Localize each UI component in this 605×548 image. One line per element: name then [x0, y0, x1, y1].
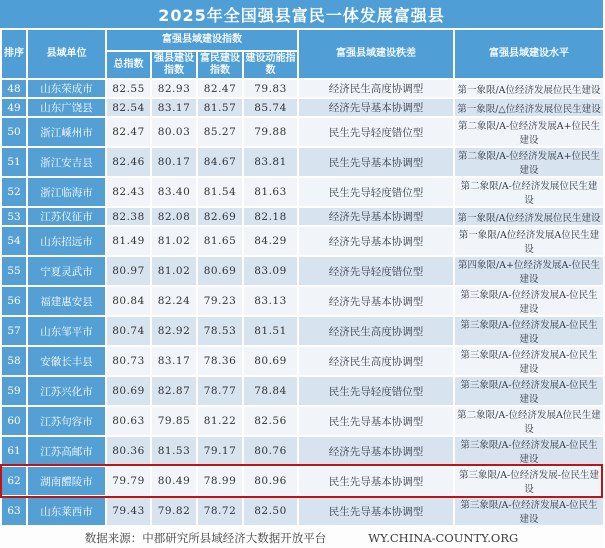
county-cell: 山东广饶县: [27, 98, 106, 117]
page-title: 2025年全国强县富民一体发展富强县: [0, 0, 603, 28]
rank-cell: 51: [1, 147, 27, 177]
table-row: [1, 496, 604, 526]
order-diff-cell: 经济先导基本协调型: [298, 207, 454, 226]
county-cell: 江苏仪征市: [27, 207, 106, 226]
level-cell: 第一象限/A位经济发展位民生建设: [454, 207, 604, 226]
rich-cell: 79.17: [197, 436, 243, 466]
table-row: [1, 147, 604, 177]
rich-cell: 82.69: [197, 207, 243, 226]
strong-cell: 82.24: [151, 286, 197, 316]
rank-cell: 49: [1, 98, 27, 117]
header-level: 富强县域建设水平: [454, 29, 604, 79]
level-cell: 第四象限/A+位经济发展A-位民生建设: [454, 256, 604, 286]
county-cell: 江苏兴化市: [27, 376, 106, 406]
rank-cell: 62: [1, 466, 27, 496]
level-cell: 第三象限/A-位经济发展A-位民生建设: [454, 316, 604, 346]
momentum-cell: 81.63: [243, 177, 298, 207]
header-index-group: 富强县域建设指数: [106, 29, 298, 51]
total-cell: 80.84: [106, 286, 151, 316]
header-rich-index: 富民建设指数: [197, 51, 243, 79]
strong-cell: 80.03: [151, 117, 197, 147]
footer: [0, 527, 603, 548]
county-cell: 江苏句容市: [27, 406, 106, 436]
level-cell: 第三象限/A-位经济发展A-位民生建设: [454, 286, 604, 316]
strong-cell: 82.93: [151, 79, 197, 98]
rich-cell: 78.72: [197, 496, 243, 526]
rank-cell: 56: [1, 286, 27, 316]
level-cell: 第一象限/△位经济发展位民生建设: [454, 98, 604, 117]
strong-cell: 81.53: [151, 436, 197, 466]
table-row: [1, 256, 604, 286]
county-cell: 浙江临海市: [27, 177, 106, 207]
rich-cell: 84.67: [197, 147, 243, 177]
order-diff-cell: 经济先导基本协调型: [298, 436, 454, 466]
table-body: [1, 79, 604, 526]
table-row: [1, 346, 604, 376]
rich-cell: 78.36: [197, 346, 243, 376]
total-cell: 82.55: [106, 79, 151, 98]
header-total-index: 总指数: [106, 51, 151, 79]
county-cell: 浙江安吉县: [27, 147, 106, 177]
level-cell: 第三象限/A-位经济发展A-位民生建设: [454, 346, 604, 376]
table-row: [1, 207, 604, 226]
order-diff-cell: 民生先导基本协调型: [298, 466, 454, 496]
momentum-cell: 80.76: [243, 436, 298, 466]
rank-cell: 52: [1, 177, 27, 207]
county-cell: 山东荣成市: [27, 79, 106, 98]
order-diff-cell: 民生先导基本协调型: [298, 147, 454, 177]
momentum-cell: 80.96: [243, 466, 298, 496]
rich-cell: 81.57: [197, 98, 243, 117]
order-diff-cell: 民生先导基本协调型: [298, 406, 454, 436]
rich-cell: 81.22: [197, 406, 243, 436]
header-order-diff: 富强县域建设秩差: [298, 29, 454, 79]
order-diff-cell: 民生先导轻度错位型: [298, 376, 454, 406]
table-header: [1, 29, 604, 79]
momentum-cell: 79.88: [243, 117, 298, 147]
rank-cell: 57: [1, 316, 27, 346]
county-cell: 福建惠安县: [27, 286, 106, 316]
total-cell: 80.69: [106, 376, 151, 406]
strong-cell: 83.40: [151, 177, 197, 207]
order-diff-cell: 经济先导轻度错位型: [298, 256, 454, 286]
level-cell: 第一象限/A位经济发展位民生建设: [454, 79, 604, 98]
total-cell: 79.43: [106, 496, 151, 526]
rich-cell: 82.47: [197, 79, 243, 98]
header-momentum-index: 建设动能指数: [243, 51, 298, 79]
total-cell: 81.49: [106, 226, 151, 256]
strong-cell: 81.02: [151, 226, 197, 256]
rank-cell: 55: [1, 256, 27, 286]
rich-cell: 81.54: [197, 177, 243, 207]
level-cell: 第二象限/A-位经济发展位民生建设: [454, 177, 604, 207]
rank-cell: 50: [1, 117, 27, 147]
level-cell: 第三象限/A-位经济发展A-位民生建设: [454, 376, 604, 406]
rich-cell: 79.23: [197, 286, 243, 316]
momentum-cell: 83.13: [243, 286, 298, 316]
order-diff-cell: 民生先导轻度错位型: [298, 177, 454, 207]
total-cell: 82.47: [106, 117, 151, 147]
total-cell: 79.79: [106, 466, 151, 496]
county-cell: 宁夏灵武市: [27, 256, 106, 286]
rich-cell: 78.53: [197, 316, 243, 346]
momentum-cell: 82.50: [243, 496, 298, 526]
total-cell: 82.43: [106, 177, 151, 207]
table-row: [1, 117, 604, 147]
total-cell: 80.74: [106, 316, 151, 346]
strong-cell: 82.87: [151, 376, 197, 406]
table-row: [1, 286, 604, 316]
county-cell: 安徽长丰县: [27, 346, 106, 376]
level-cell: 第三象限/A-位经济发展-位民生建设: [454, 466, 604, 496]
strong-cell: 79.82: [151, 496, 197, 526]
data-source-text: 数据来源：中郡研究所县域经济大数据开放平台: [84, 530, 327, 545]
strong-cell: 80.17: [151, 147, 197, 177]
website-text: WY.CHINA-COUNTY.ORG: [368, 530, 519, 545]
county-cell: 山东莱西市: [27, 496, 106, 526]
order-diff-cell: 经济先导基本协调型: [298, 226, 454, 256]
total-cell: 80.36: [106, 436, 151, 466]
level-cell: 第三象限/A-位经济发展A-位民生建设: [454, 496, 604, 526]
rich-cell: 78.77: [197, 376, 243, 406]
table-row: [1, 177, 604, 207]
momentum-cell: 84.29: [243, 226, 298, 256]
rich-cell: 78.99: [197, 466, 243, 496]
momentum-cell: 83.81: [243, 147, 298, 177]
total-cell: 80.97: [106, 256, 151, 286]
strong-cell: 79.85: [151, 406, 197, 436]
ranking-table: [0, 28, 605, 527]
order-diff-cell: 经济民生高度协调型: [298, 79, 454, 98]
county-cell: 山东邹平市: [27, 316, 106, 346]
momentum-cell: 83.09: [243, 256, 298, 286]
header-strong-index: 强县建设指数: [151, 51, 197, 79]
strong-cell: 81.02: [151, 256, 197, 286]
momentum-cell: 79.83: [243, 79, 298, 98]
header-county: 县域单位: [27, 29, 106, 79]
rank-cell: 48: [1, 79, 27, 98]
table-row: [1, 436, 604, 466]
rank-cell: 61: [1, 436, 27, 466]
momentum-cell: 85.74: [243, 98, 298, 117]
order-diff-cell: 民生先导轻度错位型: [298, 117, 454, 147]
momentum-cell: 81.51: [243, 316, 298, 346]
rank-cell: 59: [1, 376, 27, 406]
table-row: [1, 376, 604, 406]
order-diff-cell: 民生先导基本协调型: [298, 496, 454, 526]
county-cell: 山东招远市: [27, 226, 106, 256]
rank-cell: 58: [1, 346, 27, 376]
strong-cell: 82.08: [151, 207, 197, 226]
table-row: [1, 98, 604, 117]
strong-cell: 83.17: [151, 346, 197, 376]
order-diff-cell: 经济先导基本协调型: [298, 98, 454, 117]
table-row: [1, 406, 604, 436]
total-cell: 80.63: [106, 406, 151, 436]
level-cell: 第三象限/A-位经济发展A-位民生建设: [454, 436, 604, 466]
momentum-cell: 82.18: [243, 207, 298, 226]
total-cell: 82.54: [106, 98, 151, 117]
level-cell: 第二象限/A-位经济发展A+位民生建设: [454, 147, 604, 177]
level-cell: 第二象限/A-位经济发展A位民生建设: [454, 406, 604, 436]
order-diff-cell: 经济先导基本协调型: [298, 286, 454, 316]
county-cell: 江苏高邮市: [27, 436, 106, 466]
strong-cell: 80.49: [151, 466, 197, 496]
order-diff-cell: 经济民生高度协调型: [298, 346, 454, 376]
strong-cell: 83.17: [151, 98, 197, 117]
rich-cell: 85.27: [197, 117, 243, 147]
rank-cell: 53: [1, 207, 27, 226]
county-cell: 浙江嵊州市: [27, 117, 106, 147]
total-cell: 82.38: [106, 207, 151, 226]
rank-cell: 54: [1, 226, 27, 256]
momentum-cell: 82.56: [243, 406, 298, 436]
momentum-cell: 78.84: [243, 376, 298, 406]
strong-cell: 82.92: [151, 316, 197, 346]
county-cell: 湖南醴陵市: [27, 466, 106, 496]
rich-cell: 81.65: [197, 226, 243, 256]
table-row: [1, 316, 604, 346]
table-row: [1, 466, 604, 496]
rich-cell: 80.69: [197, 256, 243, 286]
header-rank: 排序: [1, 29, 27, 79]
momentum-cell: 80.69: [243, 346, 298, 376]
order-diff-cell: 经济民生高度协调型: [298, 316, 454, 346]
table-row: [1, 226, 604, 256]
level-cell: 第二象限/A-位经济发展A+位民生建设: [454, 117, 604, 147]
rank-cell: 60: [1, 406, 27, 436]
table-row: [1, 79, 604, 98]
total-cell: 80.73: [106, 346, 151, 376]
level-cell: 第一象限/A位经济发展A位民生建设: [454, 226, 604, 256]
total-cell: 82.46: [106, 147, 151, 177]
rank-cell: 63: [1, 496, 27, 526]
